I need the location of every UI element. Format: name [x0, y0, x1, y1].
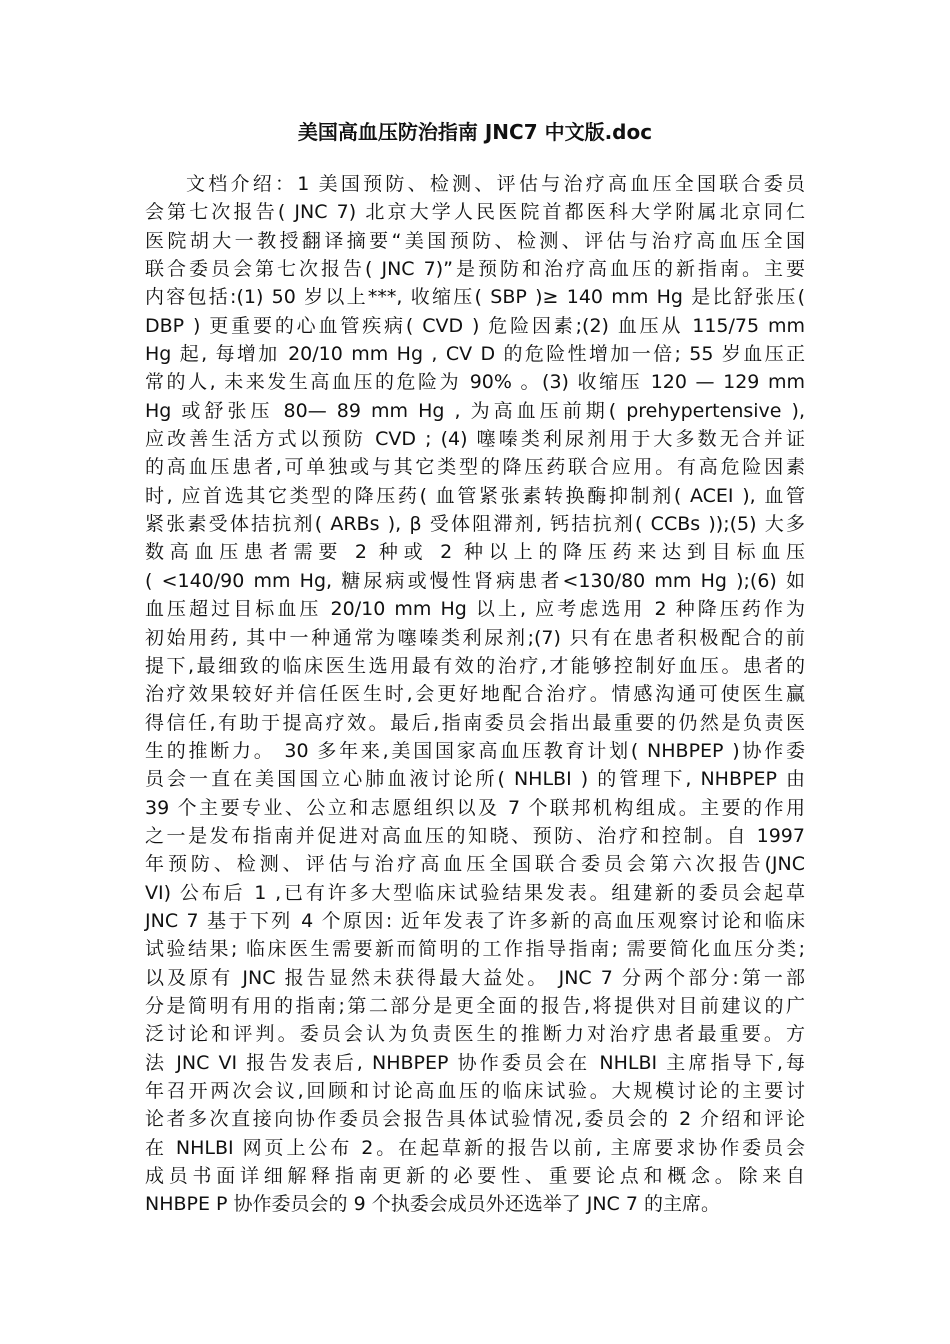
body-text-line: 内容包括:(1) 50 岁以上***, 收缩压( SBP )≥ 140 mm Hg 是比舒张压( [145, 286, 805, 309]
body-text-line: 联合委员会第七次报告( JNC 7)”是预防和治疗高血压的新指南。主要 [145, 258, 805, 281]
body-text-line: ( <140/90 mm Hg, 糖尿病或慢性肾病患者<130/80 mm Hg );(6) 如 [145, 569, 805, 592]
body-text-line: VI) 公布后 1 ,已有许多大型临床试验结果发表。组建新的委员会起草 [145, 881, 805, 904]
body-text-line: 初始用药, 其中一种通常为噻嗪类利尿剂;(7) 只有在患者积极配合的前 [145, 626, 805, 649]
body-text-line: 紧张素受体拮抗剂( ARBs ), β 受体阻滞剂, 钙拮抗剂( CCBs ));(5) 大多 [145, 513, 805, 536]
document-body [145, 170, 805, 1219]
body-text-line: Hg 或舒张压 80— 89 mm Hg , 为高血压前期( prehypertensive ), [145, 399, 805, 422]
body-text-line: 应改善生活方式以预防 CVD ; (4) 噻嗪类利尿剂用于大多数无合并证 [145, 428, 805, 451]
body-text-line: 试验结果; 临床医生需要新而简明的工作指导指南; 需要简化血压分类; [145, 938, 805, 961]
document-title: 美国高血压防治指南 JNC7 中文版.doc [297, 120, 653, 144]
body-text-line: 39 个主要专业、公立和志愿组织以及 7 个联邦机构组成。主要的作用 [145, 796, 805, 819]
body-text-line: 会第七次报告( JNC 7) 北京大学人民医院首都医科大学附属北京同仁 [145, 201, 805, 224]
body-text-line: 文档介绍：1 美国预防、检测、评估与治疗高血压全国联合委员 [186, 173, 805, 195]
body-text-line: 血压超过目标血压 20/10 mm Hg 以上, 应考虑选用 2 种降压药作为 [145, 598, 805, 621]
body-text-line: 得信任,有助于提高疗效。最后,指南委员会指出最重要的仍然是负责医 [145, 711, 805, 734]
body-text-line: 提下,最细致的临床医生选用最有效的治疗,才能够控制好血压。患者的 [145, 654, 805, 677]
body-text-line: 泛讨论和评判。委员会认为负责医生的推断力对治疗患者最重要。方 [145, 1023, 805, 1046]
body-text-line: 数高血压患者需要 2 种或 2 种以上的降压药来达到目标血压 [145, 541, 805, 564]
body-text-line: 生的推断力。 30 多年来,美国国家高血压教育计划( NHBPEP )协作委 [145, 739, 805, 762]
body-text-line: 医院胡大一教授翻译摘要“美国预防、检测、评估与治疗高血压全国 [145, 229, 805, 252]
body-text-line: Hg 起, 每增加 20/10 mm Hg , CV D 的危险性增加一倍; 55 岁血压正 [145, 343, 805, 366]
body-text-line: 成员书面详细解释指南更新的必要性、重要论点和概念。除来自 [145, 1165, 805, 1188]
body-text-line: NHBPE P 协作委员会的 9 个执委会成员外还选举了 JNC 7 的主席。 [145, 1193, 720, 1216]
body-text-line: DBP ) 更重要的心血管疾病( CVD ) 危险因素;(2) 血压从 115/75 mm [145, 314, 805, 337]
body-text-line: 年召开两次会议,回顾和讨论高血压的临床试验。大规模讨论的主要讨 [145, 1080, 805, 1102]
body-text-line: 的高血压患者,可单独或与其它类型的降压药联合应用。有高危险因素 [145, 456, 805, 479]
body-text-line: 常的人, 未来发生高血压的危险为 90% 。(3) 收缩压 120 — 129 mm [145, 371, 805, 394]
body-text-line: JNC 7 基于下列 4 个原因: 近年发表了许多新的高血压观察讨论和临床 [145, 909, 805, 932]
body-text-line: 以及原有 JNC 报告显然未获得最大益处。 JNC 7 分两个部分:第一部 [145, 966, 805, 989]
body-text-line: 年预防、检测、评估与治疗高血压全国联合委员会第六次报告(JNC [145, 853, 805, 876]
body-text-line: 治疗效果较好并信任医生时,会更好地配合治疗。情感沟通可使医生赢 [145, 683, 805, 706]
body-text-line: 员会一直在美国国立心肺血液讨论所( NHLBI ) 的管理下, NHBPEP 由 [145, 768, 805, 791]
body-text-line: 在 NHLBI 网页上公布 2。在起草新的报告以前, 主席要求协作委员会 [145, 1136, 805, 1159]
body-text-line: 法 JNC VI 报告发表后, NHBPEP 协作委员会在 NHLBI 主席指导下,每 [145, 1051, 805, 1074]
body-text-line: 论者多次直接向协作委员会报告具体试验情况,委员会的 2 介绍和评论 [145, 1108, 805, 1131]
body-text-line: 时, 应首选其它类型的降压药( 血管紧张素转换酶抑制剂( ACEI ), 血管 [145, 484, 805, 507]
body-text-line: 分是简明有用的指南;第二部分是更全面的报告,将提供对目前建议的广 [145, 994, 805, 1017]
body-text-line: 之一是发布指南并促进对高血压的知晓、预防、治疗和控制。自 1997 [145, 824, 805, 847]
